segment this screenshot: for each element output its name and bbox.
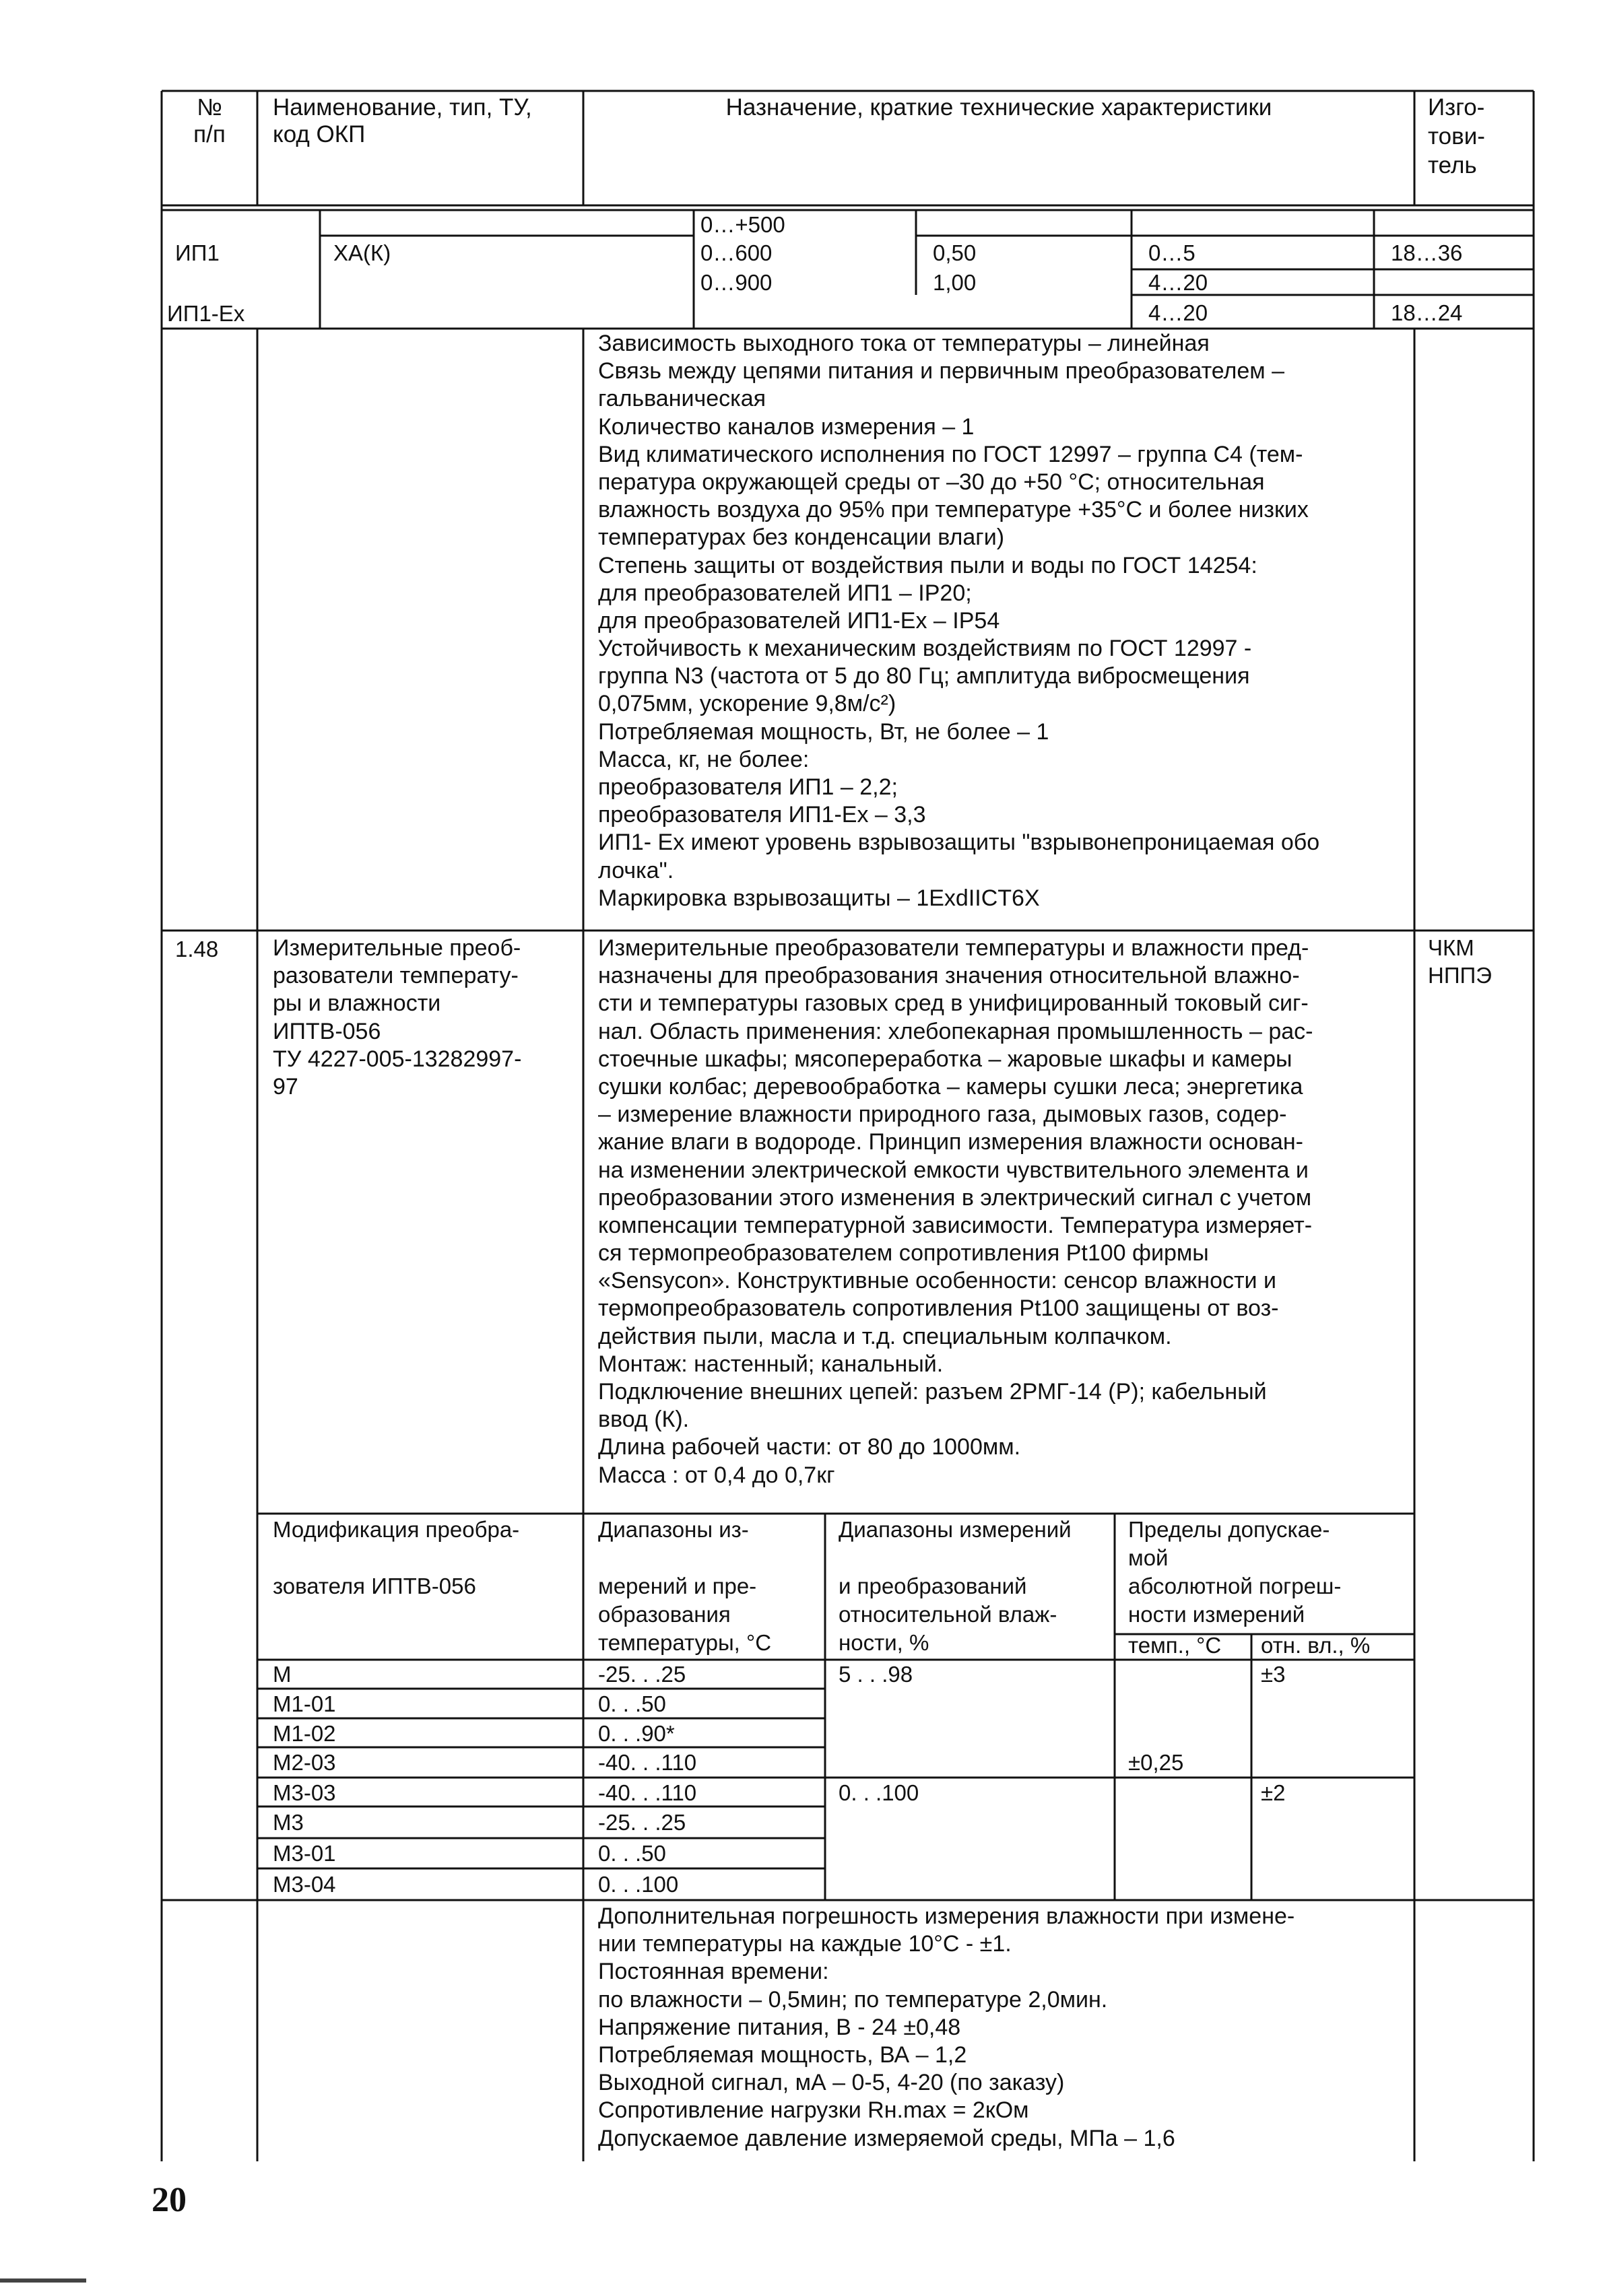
err-header-line: Пределы допускае- <box>1128 1517 1330 1542</box>
item-extra-specs <box>598 1903 1295 2153</box>
header-num-line1: № <box>197 94 222 121</box>
mod-header-line: зователя ИПТВ-056 <box>273 1574 476 1598</box>
item-description-line: преобразовании этого изменения в электрический сигнал с учетом <box>598 1184 1312 1211</box>
header-maker-line2: тови- <box>1428 123 1485 149</box>
ip1-description-line: температурах без конденсации влаги) <box>598 525 1005 551</box>
ip1-range: 0…+500 <box>700 212 785 237</box>
item-extra-line: Дополнительная погрешность измерения влажности при измене- <box>598 1903 1295 1929</box>
item-description-line: стоечные шкафы; мясопереработка – жаровые шкафы и камеры <box>598 1046 1292 1072</box>
ip1-description-line: гальваническая <box>598 386 766 412</box>
ip1-description-line: преобразователя ИП1-Ex – 3,3 <box>598 802 926 828</box>
item-description-line: жание влаги в водороде. Принцип измерения влажности основан- <box>598 1129 1303 1155</box>
ip1-accuracy: 1,00 <box>933 270 977 295</box>
mod-row-temp: 0. . .100 <box>598 1872 679 1897</box>
ip1-voltage: 18…24 <box>1391 300 1463 325</box>
ip1-description-line: Зависимость выходного тока от температуры – линейная <box>598 331 1210 356</box>
ip1-output: 0…5 <box>1148 240 1195 265</box>
ip1-description-line: Степень защиты от воздействия пыли и воды по ГОСТ 14254: <box>598 552 1257 578</box>
item-description-line: Подключение внешних цепей: разъем 2РМГ-14 (Р); кабельный <box>598 1379 1267 1405</box>
item-description-line: компенсации температурной зависимости. Температура измеряет- <box>598 1212 1313 1238</box>
item-description-line: действия пыли, масла и т.д. специальным колпачком. <box>598 1323 1172 1349</box>
ip1-output: 4…20 <box>1148 270 1208 295</box>
ip1-description-line: Устойчивость к механическим воздействиям по ГОСТ 12997 - <box>598 636 1252 662</box>
mod-row-temp: 0. . .90* <box>598 1721 675 1746</box>
hum-header-line: Диапазоны измерений <box>839 1517 1072 1542</box>
scan-edge-mark <box>0 2278 86 2283</box>
mod-row-name: М1-01 <box>273 1691 336 1716</box>
mod-header-line: Модификация преобра- <box>273 1517 520 1542</box>
ip1-description-line: для преобразователей ИП1 – IP20; <box>598 580 972 606</box>
item-description-line: Масса : от 0,4 до 0,7кг <box>598 1462 835 1488</box>
item-maker-line2: НППЭ <box>1428 963 1492 988</box>
mod-row-name: М3-03 <box>273 1780 336 1805</box>
item-description <box>598 935 1313 1489</box>
item-description-line: на изменении электрической емкости чувствительного элемента и <box>598 1157 1309 1183</box>
item-name-line: Измерительные преоб- <box>273 935 521 961</box>
item-maker-line1: ЧКМ <box>1428 935 1474 960</box>
item-extra-line: Сопротивление нагрузки Rн.max = 2кОм <box>598 2097 1029 2124</box>
ip1-description-line: группа N3 (частота от 5 до 80 Гц; амплитуда вибросмещения <box>598 663 1250 689</box>
ip1-description <box>598 330 1319 912</box>
item-description-line: – измерение влажности природного газа, дымовых газов, содер- <box>598 1102 1287 1128</box>
ip1-description-line: 0,075мм, ускорение 9,8м/с²) <box>598 691 896 717</box>
ip1-description-line: Масса, кг, не более: <box>598 746 810 772</box>
ip1-description-line: Маркировка взрывозащиты – 1ExdIICT6X <box>598 885 1040 911</box>
err-hum-value: ±2 <box>1261 1780 1286 1805</box>
item-description-line: сушки колбас; деревообработка – камеры сушки леса; энергетика <box>598 1073 1303 1100</box>
ip1-description-line: преобразователя ИП1 – 2,2; <box>598 774 898 800</box>
item-extra-line: Допускаемое давление измеряемой среды, МПа – 1,6 <box>598 2125 1175 2151</box>
mod-row-temp: -40. . .110 <box>598 1750 697 1775</box>
ip1-description-line: Количество каналов измерения – 1 <box>598 413 975 440</box>
item-extra-line: нии температуры на каждые 10°С - ±1. <box>598 1931 1012 1957</box>
mod-row-name: М2-03 <box>273 1750 336 1775</box>
err-header-line: абсолютной погреш- <box>1128 1574 1342 1598</box>
item-description-line: назначены для преобразования значения относительной влажно- <box>598 963 1300 989</box>
mod-row-temp: -40. . .110 <box>598 1780 697 1805</box>
item-description-line: сти и температуры газовых сред в унифицированный токовый сиг- <box>598 990 1309 1017</box>
item-name-line: ТУ 4227-005-13282997- <box>273 1046 522 1072</box>
item-name-line: ИПТВ-056 <box>273 1018 381 1044</box>
err-hum-header: отн. вл., % <box>1261 1633 1371 1658</box>
item-name-line: 97 <box>273 1073 298 1100</box>
ip1-description-line: пература окружающей среды от –30 до +50 °С; относительная <box>598 469 1265 495</box>
item-description-line: Монтаж: настенный; канальный. <box>598 1351 944 1377</box>
mod-row-name: М3-04 <box>273 1872 336 1897</box>
ip1-output: 4…20 <box>1148 300 1208 325</box>
ip1-description-line: лочка". <box>598 857 674 883</box>
item-description-line: ввод (К). <box>598 1407 690 1433</box>
item-description-line: Длина рабочей части: от 80 до 1000мм. <box>598 1434 1021 1460</box>
ip1-description-line: влажность воздуха до 95% при температуре +35°С и более низких <box>598 497 1309 523</box>
ip1-description-line: Связь между цепями питания и первичным преобразователем – <box>598 358 1285 384</box>
mod-row-temp: 0. . .50 <box>598 1691 666 1716</box>
err-header-line: ности измерений <box>1128 1602 1305 1627</box>
item-number: 1.48 <box>175 937 219 961</box>
ip1-description-line: Вид климатического исполнения по ГОСТ 12997 – группа С4 (тем- <box>598 441 1303 467</box>
ip1-voltage: 18…36 <box>1391 240 1463 265</box>
hum-header-line: ности, % <box>839 1630 929 1655</box>
header-name-line1: Наименование, тип, ТУ, <box>273 94 532 121</box>
mod-row-name: М3-01 <box>273 1841 336 1866</box>
mod-row-name: М <box>273 1662 292 1687</box>
item-description-line: термопреобразователь сопротивления Pt100 защищены от воз- <box>598 1295 1279 1322</box>
hum-range-group1: 5 . . .98 <box>839 1662 913 1687</box>
page-number: 20 <box>152 2181 187 2219</box>
hum-range-group2: 0. . .100 <box>839 1780 919 1805</box>
temp-header-line: мерений и пре- <box>598 1574 757 1598</box>
header-num-line2: п/п <box>193 121 226 147</box>
item-name-line: ры и влажности <box>273 990 441 1017</box>
header-maker-line3: тель <box>1428 152 1477 178</box>
item-extra-line: Выходной сигнал, мА – 0-5, 4-20 (по заказу) <box>598 2070 1065 2096</box>
header-purpose: Назначение, краткие технические характеристики <box>725 94 1272 121</box>
temp-header-line: образования <box>598 1602 731 1627</box>
item-description-line: «Sensycon». Конструктивные особенности: сенсор влажности и <box>598 1268 1276 1294</box>
temp-header-line: Диапазоны из- <box>598 1517 749 1542</box>
hum-header-line: относительной влаж- <box>839 1602 1057 1627</box>
mod-row-temp: -25. . .25 <box>598 1662 686 1687</box>
item-description-line: Измерительные преобразователи температуры и влажности пред- <box>598 935 1309 961</box>
item-description-line: ся термопреобразователем сопротивления Pt100 фирмы <box>598 1240 1209 1267</box>
item-extra-line: Напряжение питания, В - 24 ±0,48 <box>598 2014 961 2040</box>
ip1-description-line: для преобразователей ИП1-Ex – IP54 <box>598 607 1000 634</box>
err-header-line: мой <box>1128 1545 1169 1570</box>
ip1-range: 0…600 <box>700 240 773 265</box>
err-hum-value: ±3 <box>1261 1662 1286 1687</box>
ip1-description-line: Потребляемая мощность, Вт, не более – 1 <box>598 718 1049 745</box>
header-maker-line1: Изго- <box>1428 94 1485 121</box>
hum-header-line: и преобразований <box>839 1574 1027 1598</box>
ip1-description-line: ИП1- Ex имеют уровень взрывозащиты "взрывонепроницаемая обо <box>598 830 1320 856</box>
mod-row-temp: -25. . .25 <box>598 1810 686 1835</box>
ip1-ex-id: ИП1-Ex <box>167 301 245 326</box>
item-extra-line: Потребляемая мощность, ВА – 1,2 <box>598 2041 967 2068</box>
err-temp-value: ±0,25 <box>1128 1750 1184 1775</box>
item-name-line: разователи температу- <box>273 963 519 989</box>
item-extra-line: по влажности – 0,5мин; по температуре 2,0мин. <box>598 1986 1108 2013</box>
mod-row-temp: 0. . .50 <box>598 1841 666 1866</box>
item-extra-line: Постоянная времени: <box>598 1959 829 1985</box>
item-name <box>273 935 521 1101</box>
ip1-range: 0…900 <box>700 270 773 295</box>
ip1-accuracy: 0,50 <box>933 240 977 265</box>
temp-header-line: температуры, °С <box>598 1630 772 1655</box>
ip1-sensor-type: ХА(К) <box>333 240 391 265</box>
header-name-line2: код ОКП <box>273 121 366 147</box>
mod-row-name: М1-02 <box>273 1721 336 1746</box>
mod-row-name: М3 <box>273 1810 304 1835</box>
err-temp-header: темп., °С <box>1128 1633 1222 1658</box>
ip1-id: ИП1 <box>175 240 220 265</box>
item-description-line: нал. Область применения: хлебопекарная промышленность – рас- <box>598 1018 1313 1044</box>
